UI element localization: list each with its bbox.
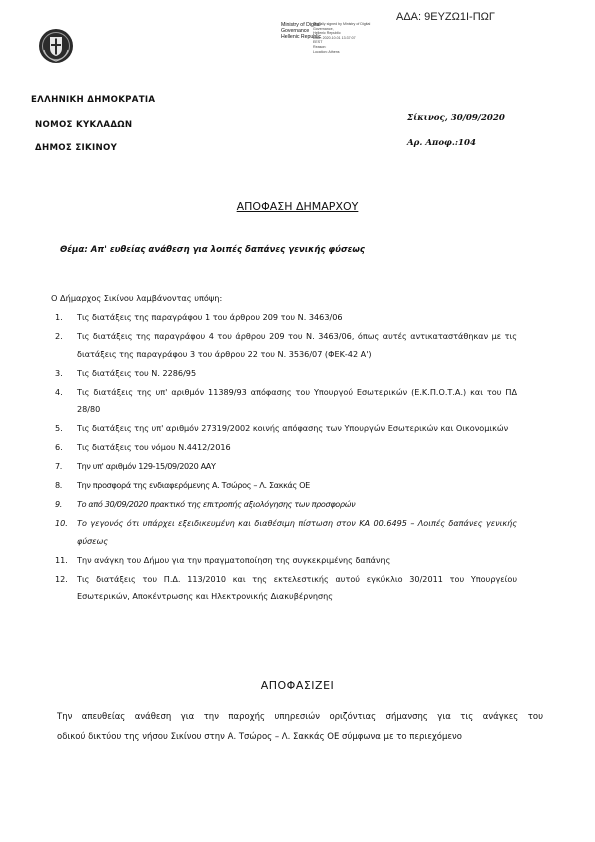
item-number: 11. — [55, 554, 68, 565]
signature-line: Governance — [281, 28, 310, 34]
item-text: Τις διατάξεις της υπ' αριθμόν 11389/93 απόφασης του Υπουργού Εσωτερικών (Ε.Κ.Π.Ο.Τ.Α.) και του ΠΔ 28/80 — [77, 386, 517, 414]
item-number: 2. — [55, 331, 63, 341]
signature-detail: Governance, — [313, 26, 334, 31]
item-number: 3. — [55, 367, 63, 378]
list-item — [51, 328, 517, 363]
item-number: 5. — [55, 423, 63, 433]
list-item — [51, 496, 517, 514]
decision-number: Αρ. Αποφ.:104 — [407, 138, 476, 148]
item-text: Το γεγονός ότι υπάρχει εξειδικευμένη και διαθέσιμη πίστωση στον ΚΑ 00.6495 – Λοιπές δαπάνες γενικής φύσεως — [77, 518, 517, 546]
digital-signature-block — [281, 22, 371, 54]
item-text: Τις διατάξεις του Π.Δ. 113/2010 και της εκτελεστικής αυτού εγκύκλιο 30/2011 του Υπουργείου Εσωτερικών, Αποκέντρωσης και Ηλεκτρονικής Διακυβέρνησης — [77, 573, 517, 601]
list-item — [51, 439, 517, 457]
place-and-date: Σίκινος, 30/09/2020 — [407, 113, 505, 123]
item-text: Τις διατάξεις του Ν. 2286/95 — [77, 367, 197, 378]
header-republic: ΕΛΛΗΝΙΚΗ ΔΗΜΟΚΡΑΤΙΑ — [31, 95, 156, 105]
item-text: Την προσφορά της ενδιαφερόμενης Α. Τσώρος – Λ. Σακκάς ΟΕ — [77, 480, 310, 490]
item-text: Το από 30/09/2020 πρακτικό της επιτροπής αξιολόγησης των προσφορών — [77, 499, 356, 509]
decision-title: ΑΠΟΦΑΣΗ ΔΗΜΑΡΧΟΥ — [236, 200, 359, 213]
list-item — [51, 477, 517, 495]
list-item — [51, 571, 517, 606]
body-line: οδικού δικτύου της νήσου Σικίνου στην Α. Τσώρος – Λ. Σακκάς ΟΕ σύμφωνα με το περιεχόμενο — [57, 731, 462, 742]
signature-detail: EEST — [313, 40, 323, 45]
item-number: 10. — [55, 518, 68, 528]
item-number: 7. — [55, 461, 63, 471]
item-number: 1. — [55, 312, 63, 322]
signature-detail: Reason: — [313, 44, 327, 49]
subject-line: Θέμα: Απ' ευθείας ανάθεση για λοιπές δαπάνες γενικής φύσεως — [60, 245, 365, 255]
signature-detail: Date: 2020.10.01 13:37:07 — [313, 35, 356, 40]
item-number: 12. — [55, 573, 68, 584]
item-text: Τις διατάξεις της παραγράφου 4 του άρθρου 209 του Ν. 3463/06, όπως αυτές αντικαταστάθηκαν με τις διατάξεις της παραγράφου 3 του άρθρου 22 του Ν. 3536/07 (ΦΕΚ-42 Α') — [77, 331, 517, 359]
list-item — [51, 458, 517, 476]
header-prefecture: ΝΟΜΟΣ ΚΥΚΛΑΔΩΝ — [35, 120, 133, 130]
decides-title: ΑΠΟΦΑΣΙΖΕΙ — [260, 679, 335, 692]
body-line: Την απευθείας ανάθεση για την παροχής υπηρεσιών οριζόντιας σήμανσης για τις ανάγκες του — [57, 712, 543, 722]
item-text: Τις διατάξεις της υπ' αριθμόν 27319/2002 κοινής απόφασης των Υπουργών Εσωτερικών και Οικονομικών — [77, 423, 509, 433]
item-number: 4. — [55, 386, 63, 397]
signature-detail: Hellenic Republic — [313, 31, 341, 36]
signature-detail: Digitally signed by Ministry of Digital — [313, 22, 371, 26]
item-text: Την ανάγκη του Δήμου για την πραγματοποίηση της συγκεκριμένης δαπάνης — [77, 554, 391, 565]
list-item — [51, 515, 517, 550]
ada-code: ΑΔΑ: 9ΕΥΖΩ1Ι-ΠΩΓ — [396, 11, 495, 23]
signature-line: Ministry of Digital — [281, 22, 321, 28]
considerations-list — [51, 309, 517, 607]
decision-body — [57, 708, 543, 747]
intro-text: Ο Δήμαρχος Σικίνου λαμβάνοντας υπόψη: — [51, 293, 223, 303]
item-number: 9. — [55, 499, 63, 509]
list-item — [51, 309, 517, 327]
greek-emblem-icon — [38, 28, 74, 64]
list-item — [51, 365, 517, 383]
item-text: Τις διατάξεις της παραγράφου 1 του άρθρου 209 του Ν. 3463/06 — [77, 312, 343, 322]
list-item — [51, 384, 517, 419]
list-item — [51, 420, 517, 438]
header-municipality: ΔΗΜΟΣ ΣΙΚΙΝΟΥ — [35, 143, 118, 153]
item-text: Την υπ' αριθμόν 129-15/09/2020 ΑΑΥ — [77, 461, 216, 471]
signature-line: Hellenic Republic — [281, 34, 322, 40]
list-item — [51, 552, 517, 570]
item-number: 6. — [55, 442, 63, 452]
item-number: 8. — [55, 480, 63, 490]
signature-detail: Location: Athens — [313, 49, 340, 54]
item-text: Τις διατάξεις του νόμου Ν.4412/2016 — [77, 442, 231, 452]
